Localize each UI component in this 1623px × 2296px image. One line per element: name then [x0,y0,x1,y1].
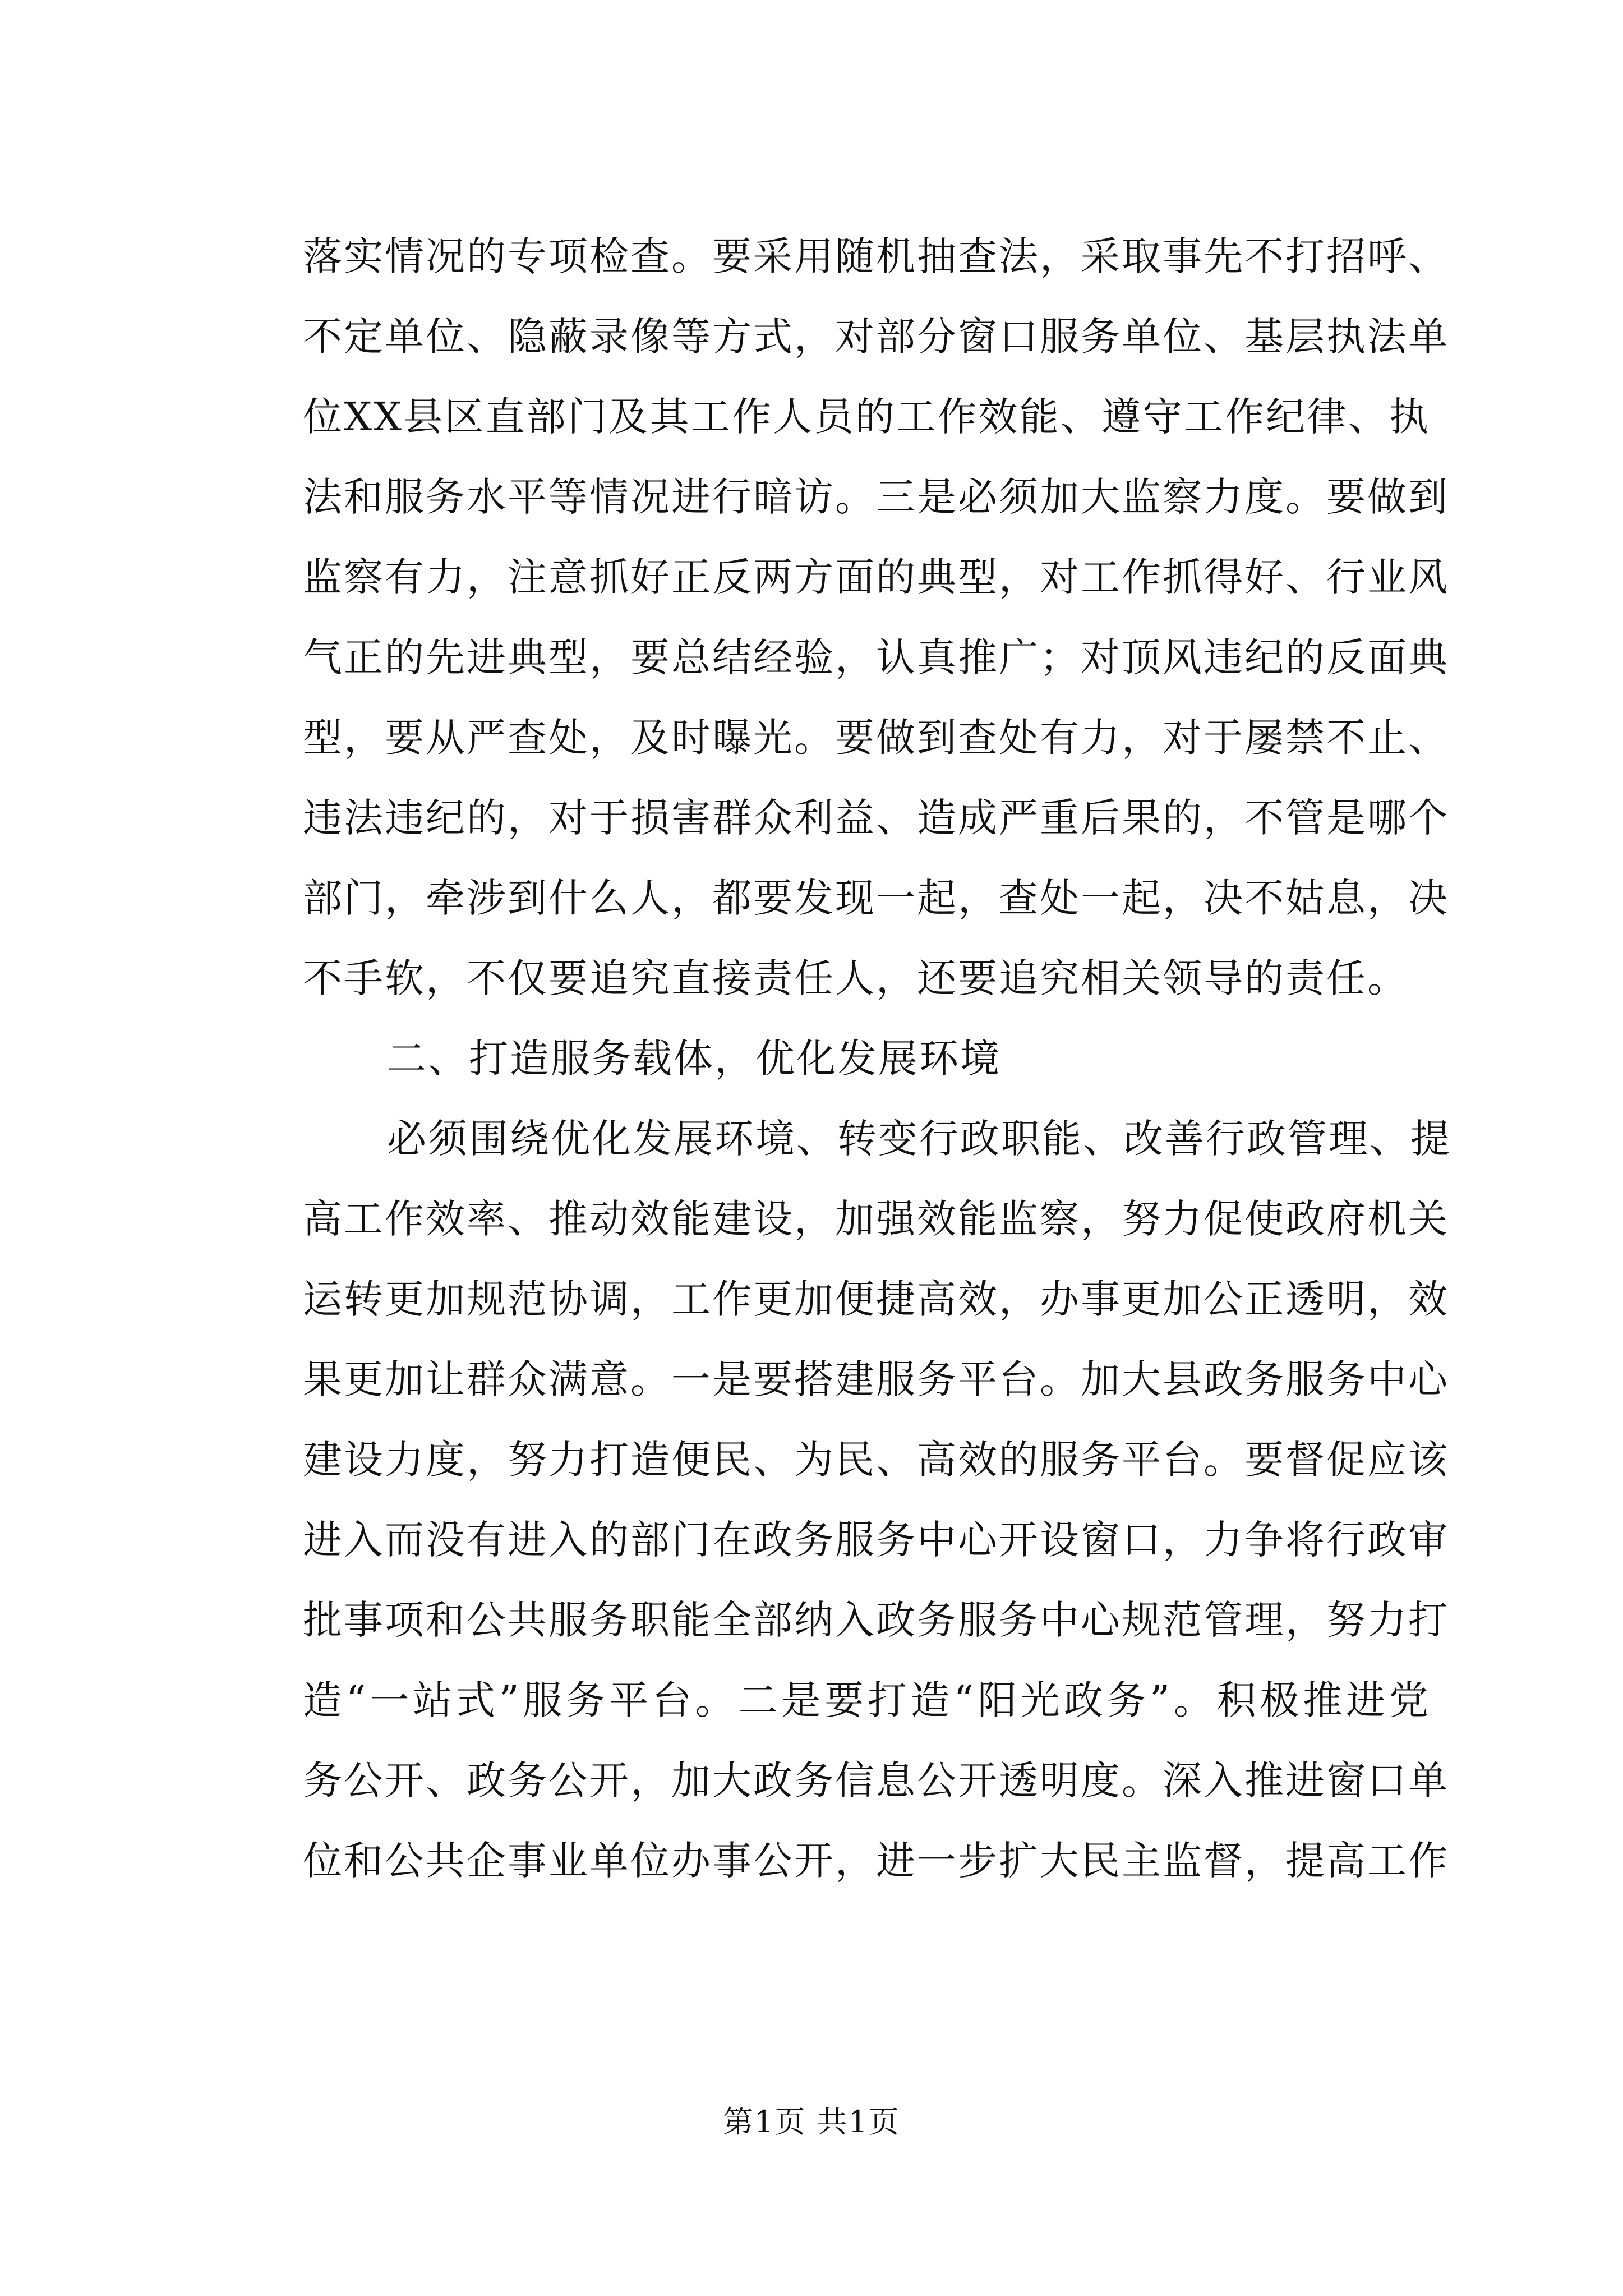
paragraph-first-line: 必须围绕优化发展环境、转变行政职能、改善行政管理、提 [387,1116,1451,1162]
document-body [303,217,1451,1901]
body-line: 务公开、政务公开，加大政务信息公开透明度。深入推进窗口单 [303,1757,1449,1803]
body-line: 批事项和公共服务职能全部纳入政务服务中心规范管理，努力打 [303,1597,1449,1643]
body-line: 运转更加规范协调，工作更加便捷高效，办事更加公正透明，效 [303,1276,1449,1322]
body-line: 部门，牵涉到什么人，都要发现一起，查处一起，决不姑息，决 [303,875,1449,921]
body-line: 果更加让群众满意。一是要搭建服务平台。加大县政务服务中心 [303,1356,1449,1402]
body-line: 监察有力，注意抓好正反两方面的典型，对工作抓得好、行业风 [303,554,1449,600]
body-line: 不手软，不仅要追究直接责任人，还要追究相关领导的责任。 [303,955,1408,1001]
section-heading: 二、打造服务载体，优化发展环境 [387,1036,1001,1082]
body-line: 法和服务水平等情况进行暗访。三是必须加大监察力度。要做到 [303,474,1449,520]
body-line: 不定单位、隐蔽录像等方式，对部分窗口服务单位、基层执法单 [303,314,1449,360]
body-line: 进入而没有进入的部门在政务服务中心开设窗口，力争将行政审 [303,1517,1449,1563]
body-line: 高工作效率、推动效能建设，加强效能监察，努力促使政府机关 [303,1196,1449,1242]
body-line: 位XX县区直部门及其工作人员的工作效能、遵守工作纪律、执 [303,394,1430,440]
body-line: 建设力度，努力打造便民、为民、高效的服务平台。要督促应该 [303,1437,1449,1483]
body-line: 型，要从严查处，及时曝光。要做到查处有力，对于屡禁不止、 [303,715,1449,761]
body-line: 位和公共企事业单位办事公开，进一步扩大民主监督，提高工作 [303,1838,1449,1884]
body-line: 落实情况的专项检查。要采用随机抽查法，采取事先不打招呼、 [303,233,1449,279]
body-line: 造“一站式”服务平台。二是要打造“阳光政务”。积极推进党 [303,1677,1430,1723]
body-line: 气正的先进典型，要总结经验，认真推广；对顶风违纪的反面典 [303,634,1449,680]
page-number-footer: 第1页 共1页 [723,2104,900,2139]
body-line: 违法违纪的，对于损害群众利益、造成严重后果的，不管是哪个 [303,795,1449,841]
